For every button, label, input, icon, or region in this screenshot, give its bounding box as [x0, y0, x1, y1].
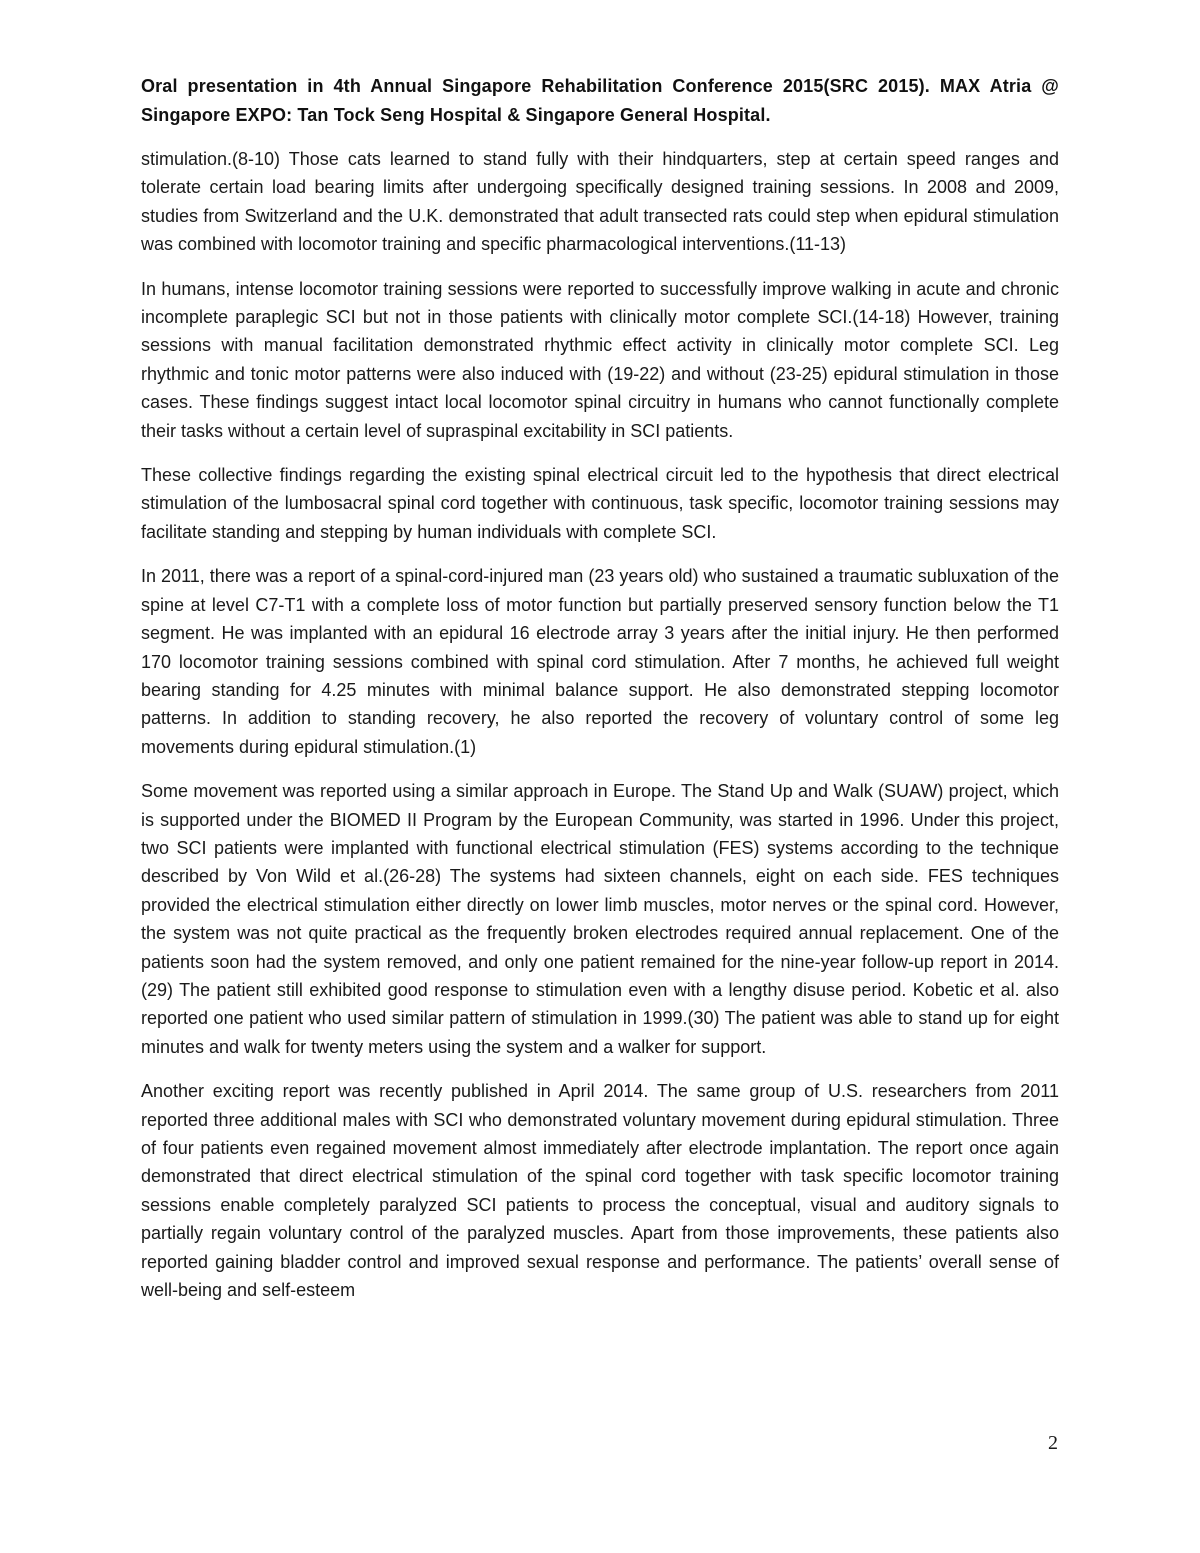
- page-number: 2: [1048, 1432, 1058, 1454]
- paragraph-2011-report: In 2011, there was a report of a spinal-cord-injured man (23 years old) who sustained a traumatic subluxation of the spine at level C7-T1 with a complete loss of motor function but partially preserved sensory function below the T1 segment. He was implanted with an epidural 16 electrode array 3 years after the initial injury. He then performed 170 locomotor training sessions combined with spinal cord stimulation. After 7 months, he achieved full weight bearing standing for 4.25 minutes with minimal balance support. He also demonstrated stepping locomotor patterns. In addition to standing recovery, he also reported the recovery of voluntary control of some leg movements during epidural stimulation.(1): [141, 566, 1059, 757]
- conference-header: Oral presentation in 4th Annual Singapore Rehabilitation Conference 2015(SRC 2015). MAX Atria @ Singapore EXPO: Tan Tock Seng Hospital & Singapore General Hospital.: [141, 76, 1059, 125]
- paragraph-2014-report: Another exciting report was recently published in April 2014. The same group of U.S. researchers from 2011 reported three additional males with SCI who demonstrated voluntary movement during epidural stimulation. Three of four patients even regained movement almost immediately after electrode implantation. The report once again demonstrated that direct electrical stimulation of the spinal cord together with task specific locomotor training sessions enable completely paralyzed SCI patients to process the conceptual, visual and auditory signals to partially regain voluntary control of the paralyzed muscles. Apart from those improvements, these patients also reported gaining bladder control and improved sexual response and performance. The patients’ overall sense of well-being and self-esteem: [141, 1081, 1059, 1301]
- paragraph-europe-suaw: Some movement was reported using a similar approach in Europe. The Stand Up and Walk (SUAW) project, which is supported under the BIOMED II Program by the European Community, was started in 1996. Under this project, two SCI patients were implanted with functional electrical stimulation (FES) systems according to the technique described by Von Wild et al.(26-28) The systems had sixteen channels, eight on each side. FES techniques provided the electrical stimulation either directly on lower limb muscles, motor nerves or the spinal cord. However, the system was not quite practical as the frequently broken electrodes required annual replacement. One of the patients soon had the system removed, and only one patient remained for the nine-year follow-up report in 2014.(29) The patient still exhibited good response to stimulation even with a lengthy disuse period. Kobetic et al. also reported one patient who used similar pattern of stimulation in 1999.(30) The patient was able to stand up for eight minutes and walk for twenty meters using the system and a walker for support.: [141, 781, 1059, 1057]
- paragraph-human-training: In humans, intense locomotor training sessions were reported to successfully improve walking in acute and chronic incomplete paraplegic SCI but not in those patients with clinically motor complete SCI.(14-18) However, training sessions with manual facilitation demonstrated rhythmic effect activity in clinically motor complete SCI. Leg rhythmic and tonic motor patterns were also induced with (19-22) and without (23-25) epidural stimulation in those cases. These findings suggest intact local locomotor spinal circuitry in humans who cannot functionally complete their tasks without a certain level of supraspinal excitability in SCI patients.: [141, 278, 1059, 441]
- paragraph-hypothesis: These collective findings regarding the existing spinal electrical circuit led to the hypothesis that direct electrical stimulation of the lumbosacral spinal cord together with continuous, task specific, locomotor training sessions may facilitate standing and stepping by human individuals with complete SCI.: [141, 465, 1059, 542]
- paragraph-animal-studies: stimulation.(8-10) Those cats learned to stand fully with their hindquarters, step at certain speed ranges and tolerate certain load bearing limits after undergoing specifically designed training sessions. In 2008 and 2009, studies from Switzerland and the U.K. demonstrated that adult transected rats could step when epidural stimulation was combined with locomotor training and specific pharmacological interventions.(11-13): [141, 149, 1059, 255]
- body-text: [141, 145, 1059, 1320]
